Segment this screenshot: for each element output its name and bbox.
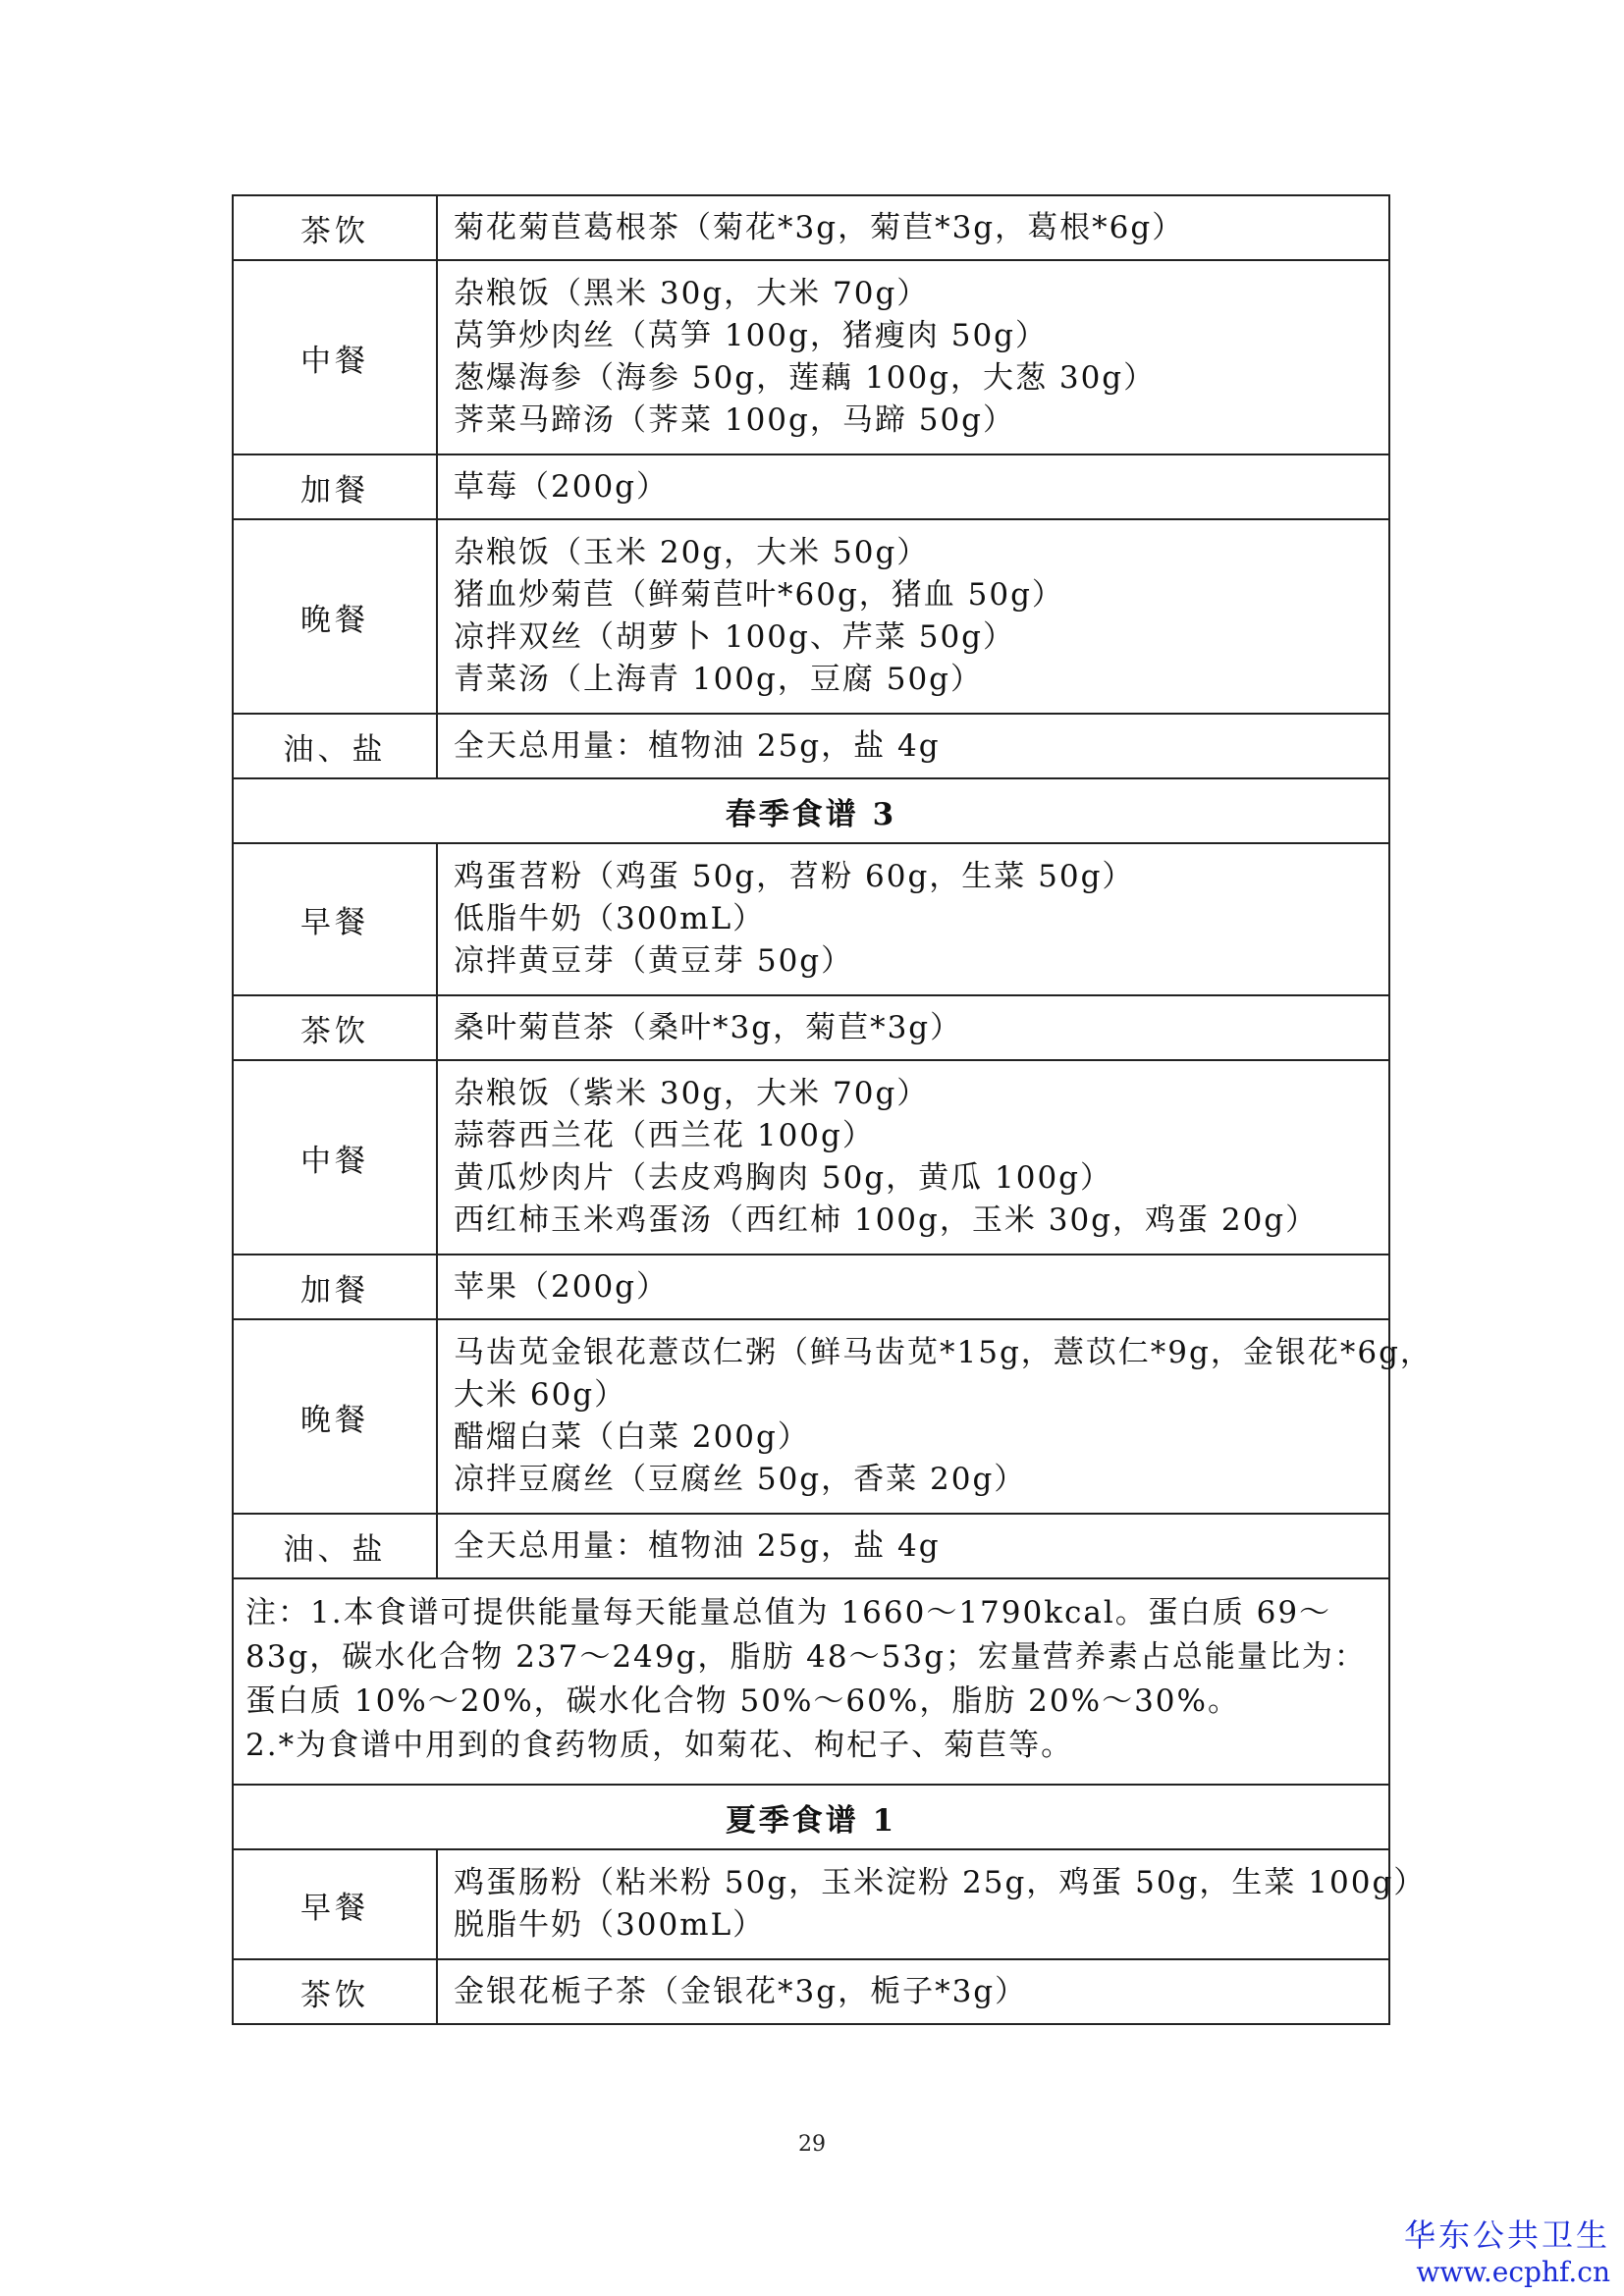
watermark <box>1404 2216 1610 2291</box>
dish-line: 蒜蓉西兰花（西兰花 100g） <box>454 1118 875 1153</box>
dish-line: 杂粮饭（黑米 30g，大米 70g） <box>454 276 930 311</box>
watermark-name: 华东公共卫生 <box>1403 2216 1610 2254</box>
watermark-url: www.ecphf.cn <box>1416 2256 1610 2288</box>
meal-content <box>437 714 1389 778</box>
section-title: 夏季食谱 1 <box>233 1785 1389 1849</box>
dish-line: 莴笋炒肉丝（莴笋 100g，猪瘦肉 50g） <box>454 318 1049 353</box>
note-cell <box>233 1578 1389 1785</box>
meal-content <box>437 995 1389 1060</box>
meal-content <box>437 260 1389 454</box>
meal-content <box>437 454 1389 519</box>
dish-line: 鸡蛋肠粉（粘米粉 50g，玉米淀粉 25g，鸡蛋 50g，生菜 100g） <box>454 1865 1427 1900</box>
dish-line: 大米 60g） <box>454 1377 627 1413</box>
meal-content <box>437 1514 1389 1578</box>
meal-content <box>437 843 1389 995</box>
meal-label: 早餐 <box>233 1849 437 1959</box>
dish-line: 菊花菊苣葛根茶（菊花*3g，菊苣*3g，葛根*6g） <box>454 209 1185 245</box>
dish-line: 杂粮饭（玉米 20g，大米 50g） <box>454 535 930 570</box>
dish-line: 荠菜马蹄汤（荠菜 100g，马蹄 50g） <box>454 402 1016 438</box>
meal-content <box>437 519 1389 714</box>
meal-content <box>437 1849 1427 1959</box>
meal-label: 中餐 <box>233 260 437 454</box>
table-row <box>233 454 1389 519</box>
meal-content <box>437 1959 1389 2024</box>
table-row <box>233 1255 1389 1319</box>
page-number: 29 <box>798 2132 826 2157</box>
meal-label: 茶饮 <box>233 1959 437 2024</box>
dish-line: 黄瓜炒肉片（去皮鸡胸肉 50g，黄瓜 100g） <box>454 1160 1113 1196</box>
dish-line: 凉拌双丝（胡萝卜 100g、芹菜 50g） <box>454 619 1016 655</box>
dish-line: 草莓（200g） <box>454 468 670 505</box>
note-line: 2.*为食谱中用到的食药物质，如菊花、枸杞子、菊苣等。 <box>245 1728 1074 1763</box>
table-row <box>233 995 1389 1060</box>
meal-label: 油、盐 <box>233 1514 437 1578</box>
dish-line: 西红柿玉米鸡蛋汤（西红柿 100g，玉米 30g，鸡蛋 20g） <box>454 1202 1319 1238</box>
dish-line: 全天总用量：植物油 25g，盐 4g <box>454 727 941 764</box>
meal-label: 早餐 <box>233 843 437 995</box>
meal-label: 晚餐 <box>233 1319 437 1514</box>
table-row <box>233 714 1389 778</box>
table-row <box>233 1959 1389 2024</box>
table-row <box>233 1514 1389 1578</box>
dish-line: 凉拌豆腐丝（豆腐丝 50g，香菜 20g） <box>454 1462 1027 1497</box>
section-title: 春季食谱 3 <box>233 778 1389 843</box>
table-row <box>233 519 1389 714</box>
table-row <box>233 843 1389 995</box>
dish-line: 青菜汤（上海青 100g，豆腐 50g） <box>454 662 984 697</box>
meal-label: 油、盐 <box>233 714 437 778</box>
meal-label: 加餐 <box>233 1255 437 1319</box>
dish-line: 低脂牛奶（300mL） <box>454 901 766 936</box>
dish-line: 鸡蛋苕粉（鸡蛋 50g，苕粉 60g，生菜 50g） <box>454 859 1135 894</box>
meal-label: 中餐 <box>233 1060 437 1255</box>
meal-content <box>437 1319 1433 1514</box>
note-row <box>233 1578 1389 1785</box>
table-row <box>233 260 1389 454</box>
table-row <box>233 1319 1389 1514</box>
dish-line: 醋熘白菜（白菜 200g） <box>454 1419 810 1455</box>
dish-line: 金银花栀子茶（金银花*3g，栀子*3g） <box>454 1973 1028 2009</box>
dish-line: 苹果（200g） <box>454 1268 670 1305</box>
meal-label: 晚餐 <box>233 519 437 714</box>
dish-line: 桑叶菊苣茶（桑叶*3g，菊苣*3g） <box>454 1009 963 1045</box>
meal-label: 茶饮 <box>233 995 437 1060</box>
menu-table <box>232 194 1433 2025</box>
dish-line: 猪血炒菊苣（鲜菊苣叶*60g，猪血 50g） <box>454 577 1064 613</box>
meal-label: 加餐 <box>233 454 437 519</box>
note-line: 注：1.本食谱可提供能量每天能量总值为 1660～1790kcal。蛋白质 69～83g，碳水化合物 237～249g，脂肪 48～53g；宏量营养素占总能量比为：蛋白质 10%～20%，碳水化合物 50%～60%，脂肪 20%～30%。 <box>245 1595 1367 1719</box>
dish-line: 脱脂牛奶（300mL） <box>454 1907 766 1943</box>
table-row <box>233 195 1389 260</box>
dish-line: 杂粮饭（紫米 30g，大米 70g） <box>454 1076 930 1111</box>
dish-line: 全天总用量：植物油 25g，盐 4g <box>454 1527 941 1564</box>
dish-line: 葱爆海参（海参 50g，莲藕 100g，大葱 30g） <box>454 360 1157 396</box>
section-row <box>233 1785 1389 1849</box>
meal-content <box>437 1060 1389 1255</box>
table-row <box>233 1060 1389 1255</box>
meal-content <box>437 195 1389 260</box>
meal-content <box>437 1255 1389 1319</box>
section-row <box>233 778 1389 843</box>
table-row <box>233 1849 1389 1959</box>
dish-line: 马齿苋金银花薏苡仁粥（鲜马齿苋*15g，薏苡仁*9g，金银花*6g， <box>454 1335 1433 1370</box>
dish-line: 凉拌黄豆芽（黄豆芽 50g） <box>454 943 854 979</box>
meal-label: 茶饮 <box>233 195 437 260</box>
